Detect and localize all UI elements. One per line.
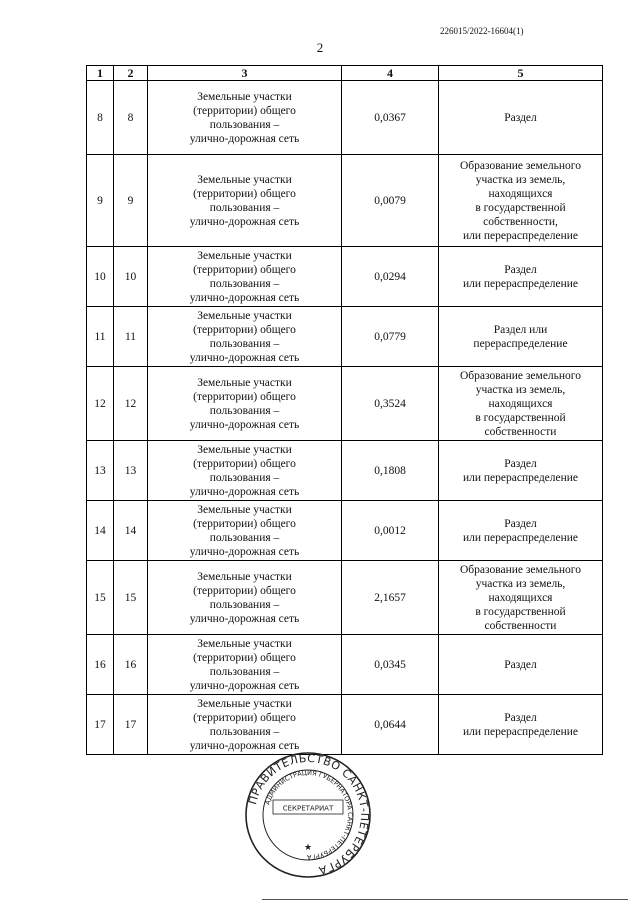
plot-number-cell: 13	[114, 441, 148, 501]
plot-description-cell: Земельные участки (территории) общего пользования – улично-дорожная сеть	[148, 247, 342, 307]
plot-action-cell: Раздел или перераспределение	[439, 501, 603, 561]
plot-number-cell: 16	[114, 635, 148, 695]
plot-action-cell: Образование земельного участка из земель, находящихся в государственной собственности	[439, 561, 603, 635]
plot-area-cell: 0,3524	[342, 367, 439, 441]
plot-area-cell: 0,0644	[342, 695, 439, 755]
column-header: 3	[148, 66, 342, 81]
plot-area-cell: 0,1808	[342, 441, 439, 501]
column-header: 2	[114, 66, 148, 81]
plot-description-cell: Земельные участки (территории) общего пользования – улично-дорожная сеть	[148, 367, 342, 441]
row-number-cell: 11	[87, 307, 114, 367]
table-row	[87, 695, 603, 755]
row-number-cell: 17	[87, 695, 114, 755]
table-row	[87, 367, 603, 441]
page-edge-line	[262, 899, 628, 900]
plot-number-cell: 9	[114, 155, 148, 247]
plot-area-cell: 0,0779	[342, 307, 439, 367]
plot-area-cell: 0,0294	[342, 247, 439, 307]
plot-area-cell: 0,0345	[342, 635, 439, 695]
row-number-cell: 8	[87, 81, 114, 155]
plot-number-cell: 15	[114, 561, 148, 635]
plot-area-cell: 0,0079	[342, 155, 439, 247]
plot-action-cell: Раздел или перераспределение	[439, 307, 603, 367]
page-number: 2	[316, 40, 324, 55]
column-header: 1	[87, 66, 114, 81]
plot-action-cell: Раздел	[439, 81, 603, 155]
plot-area-cell: 0,0367	[342, 81, 439, 155]
table-row	[87, 155, 603, 247]
row-number-cell: 12	[87, 367, 114, 441]
row-number-cell: 15	[87, 561, 114, 635]
table-row	[87, 561, 603, 635]
document-number: 226015/2022-16604(1)	[440, 26, 524, 36]
plot-number-cell: 14	[114, 501, 148, 561]
plot-number-cell: 11	[114, 307, 148, 367]
seal-outer-text: ПРАВИТЕЛЬСТВО САНКТ-ПЕТЕРБУРГА	[246, 751, 372, 877]
plot-number-cell: 17	[114, 695, 148, 755]
table-row	[87, 501, 603, 561]
table-row	[87, 635, 603, 695]
row-number-cell: 10	[87, 247, 114, 307]
plot-number-cell: 10	[114, 247, 148, 307]
column-header: 5	[439, 66, 603, 81]
seal-inner-text: АДМИНИСТРАЦИЯ ГУБЕРНАТОРА САНКТ-ПЕТЕРБУРГА	[263, 768, 355, 862]
plot-action-cell: Образование земельного участка из земель, находящихся в государственной собственности, или перераспределение	[439, 155, 603, 247]
plot-action-cell: Раздел или перераспределение	[439, 441, 603, 501]
plot-area-cell: 0,0012	[342, 501, 439, 561]
table-body	[87, 81, 603, 755]
plot-action-cell: Раздел или перераспределение	[439, 247, 603, 307]
row-number-cell: 14	[87, 501, 114, 561]
plot-description-cell: Земельные участки (территории) общего пользования – улично-дорожная сеть	[148, 307, 342, 367]
plot-description-cell: Земельные участки (территории) общего пользования – улично-дорожная сеть	[148, 155, 342, 247]
plot-description-cell: Земельные участки (территории) общего пользования – улично-дорожная сеть	[148, 635, 342, 695]
plot-area-cell: 2,1657	[342, 561, 439, 635]
secretariat-seal	[243, 750, 373, 880]
plot-action-cell: Образование земельного участка из земель, находящихся в государственной собственности	[439, 367, 603, 441]
table-row	[87, 307, 603, 367]
column-header: 4	[342, 66, 439, 81]
table-row	[87, 247, 603, 307]
table-row	[87, 81, 603, 155]
plot-description-cell: Земельные участки (территории) общего пользования – улично-дорожная сеть	[148, 441, 342, 501]
plot-action-cell: Раздел	[439, 635, 603, 695]
plot-description-cell: Земельные участки (территории) общего пользования – улично-дорожная сеть	[148, 695, 342, 755]
plot-action-cell: Раздел или перераспределение	[439, 695, 603, 755]
plot-number-cell: 12	[114, 367, 148, 441]
plot-description-cell: Земельные участки (территории) общего пользования – улично-дорожная сеть	[148, 501, 342, 561]
plot-description-cell: Земельные участки (территории) общего пользования – улично-дорожная сеть	[148, 561, 342, 635]
row-number-cell: 16	[87, 635, 114, 695]
row-number-cell: 9	[87, 155, 114, 247]
table-header-row	[87, 66, 603, 81]
plot-number-cell: 8	[114, 81, 148, 155]
land-plots-table	[86, 65, 603, 755]
seal-center-text: СЕКРЕТАРИАТ	[282, 804, 334, 813]
plot-description-cell: Земельные участки (территории) общего пользования – улично-дорожная сеть	[148, 81, 342, 155]
table-row	[87, 441, 603, 501]
row-number-cell: 13	[87, 441, 114, 501]
seal-star-icon: ★	[303, 843, 313, 853]
